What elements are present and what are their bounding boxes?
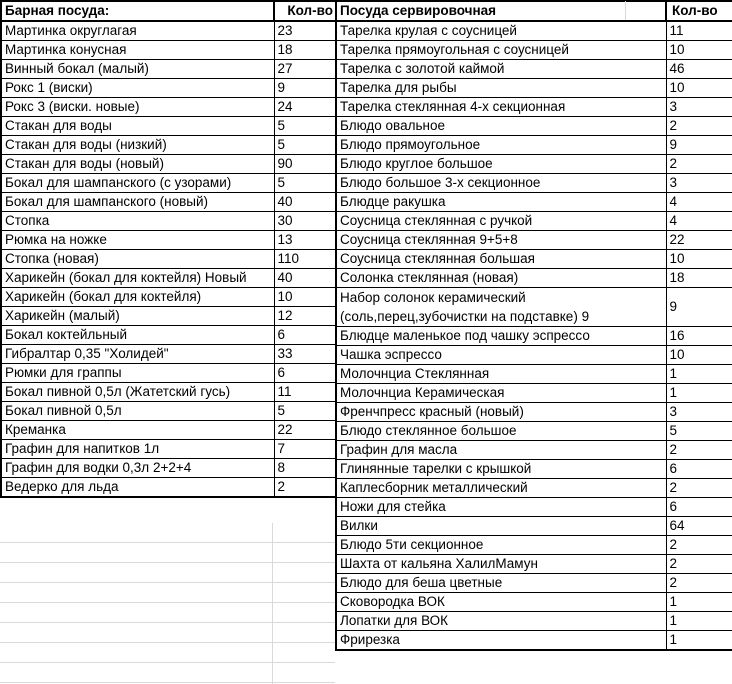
table-row — [1, 478, 337, 498]
item-name-cell[interactable]: Соусница стеклянная большая — [336, 250, 666, 269]
item-qty-cell[interactable]: 10 — [666, 41, 732, 60]
table-row — [336, 21, 732, 41]
table-row — [1, 41, 337, 60]
item-name-cell[interactable]: Тарелка крулая с соусницей — [336, 21, 666, 41]
table-row — [336, 193, 732, 212]
item-name-cell[interactable]: Стопка — [1, 212, 274, 231]
item-name-cell[interactable]: Блюдо круглое большое — [336, 155, 666, 174]
item-name-cell[interactable]: Френчпресс красный (новый) — [336, 403, 666, 422]
table-row — [1, 212, 337, 231]
item-name-cell[interactable]: Харикейн (бокал для коктейля) Новый — [1, 269, 274, 288]
table-row — [1, 79, 337, 98]
table-row — [336, 517, 732, 536]
item-name-cell[interactable]: Стакан для воды (низкий) — [1, 136, 274, 155]
item-name-cell[interactable]: Графин для водки 0,3л 2+2+4 — [1, 459, 274, 478]
item-qty-cell[interactable]: 11 — [274, 383, 337, 402]
item-name-cell[interactable]: Рокс 3 (виски. новые) — [1, 98, 274, 117]
item-qty-cell[interactable]: 6 — [666, 460, 732, 479]
item-qty-cell[interactable]: 1 — [666, 384, 732, 403]
item-qty-cell[interactable]: 90 — [274, 155, 337, 174]
item-name-cell[interactable]: Бокал пивной 0,5л — [1, 402, 274, 421]
item-name-cell[interactable]: Харикейн (бокал для коктейля) — [1, 288, 274, 307]
item-qty-cell[interactable]: 1 — [666, 365, 732, 384]
item-qty-cell[interactable]: 2 — [666, 117, 732, 136]
header-row — [336, 1, 732, 21]
item-qty-cell[interactable]: 46 — [666, 60, 732, 79]
table-row — [336, 231, 732, 250]
item-name-cell[interactable]: Вилки — [336, 517, 666, 536]
table-row — [336, 288, 732, 327]
item-name-cell[interactable]: Бокал для шампанского (с узорами) — [1, 174, 274, 193]
item-name-cell[interactable]: Рюмки для граппы — [1, 364, 274, 383]
item-qty-cell[interactable]: 11 — [666, 21, 732, 41]
item-name-cell[interactable]: Рокс 1 (виски) — [1, 79, 274, 98]
item-qty-cell[interactable]: 5 — [666, 422, 732, 441]
item-qty-cell[interactable]: 40 — [274, 193, 337, 212]
item-name-cell[interactable]: Шахта от кальяна ХалилМамун — [336, 555, 666, 574]
item-qty-cell[interactable]: 22 — [666, 231, 732, 250]
item-name-cell[interactable]: Набор солонок керамический (соль,перец,зубочистки на подставке) 9 — [336, 288, 666, 327]
table-row — [1, 440, 337, 459]
item-qty-cell[interactable]: 5 — [274, 136, 337, 155]
table-row — [336, 612, 732, 631]
table-row — [336, 327, 732, 346]
item-qty-cell[interactable]: 3 — [666, 98, 732, 117]
item-qty-cell[interactable]: 4 — [666, 212, 732, 231]
table-title-header[interactable]: Посуда сервировочная — [336, 1, 666, 21]
item-name-cell[interactable]: Фрирезка — [336, 631, 666, 651]
item-name-cell[interactable]: Блюдо прямоугольное — [336, 136, 666, 155]
table-row — [1, 136, 337, 155]
table-row — [336, 593, 732, 612]
table-row — [336, 574, 732, 593]
item-name-cell[interactable]: Блюдо стеклянное большое — [336, 422, 666, 441]
table-row — [1, 60, 337, 79]
table-row — [1, 421, 337, 440]
item-name-cell[interactable]: Гибралтар 0,35 "Холидей" — [1, 345, 274, 364]
item-name-cell[interactable]: Блюдо 5ти секционное — [336, 536, 666, 555]
item-qty-cell[interactable]: 18 — [274, 41, 337, 60]
item-qty-cell[interactable]: 64 — [666, 517, 732, 536]
item-name-cell[interactable]: Блюдо для беша цветные — [336, 574, 666, 593]
item-name-cell[interactable]: Бокал коктейльный — [1, 326, 274, 345]
table-row — [1, 98, 337, 117]
item-qty-cell[interactable]: 18 — [666, 269, 732, 288]
item-name-cell[interactable]: Графин для напитков 1л — [1, 440, 274, 459]
item-qty-cell[interactable]: 10 — [666, 346, 732, 365]
item-name-cell[interactable]: Стакан для воды — [1, 117, 274, 136]
table-row — [336, 155, 732, 174]
item-name-cell[interactable]: Бокал для шампанского (новый) — [1, 193, 274, 212]
table-row — [336, 555, 732, 574]
item-name-cell[interactable]: Креманка — [1, 421, 274, 440]
table-row — [336, 60, 732, 79]
table-row — [336, 498, 732, 517]
item-qty-cell[interactable]: 2 — [666, 479, 732, 498]
table-row — [336, 41, 732, 60]
item-name-cell[interactable]: Чашка эспрессо — [336, 346, 666, 365]
table-row — [336, 136, 732, 155]
header-gridline — [625, 1, 626, 20]
table-row — [336, 117, 732, 136]
item-name-cell[interactable]: Блюдо овальное — [336, 117, 666, 136]
table-title-header[interactable]: Барная посуда: — [1, 1, 274, 21]
item-qty-cell[interactable]: 6 — [274, 364, 337, 383]
item-name-cell[interactable]: Ножи для стейка — [336, 498, 666, 517]
table-row — [1, 307, 337, 326]
item-qty-cell[interactable]: 10 — [666, 79, 732, 98]
empty-cells-area[interactable] — [0, 523, 335, 684]
table-row — [336, 212, 732, 231]
item-qty-cell[interactable]: 3 — [666, 174, 732, 193]
qty-column-header[interactable]: Кол-во — [274, 1, 337, 21]
item-qty-cell[interactable]: 2 — [666, 536, 732, 555]
serving-dishware-table — [335, 0, 732, 651]
item-qty-cell[interactable]: 22 — [274, 421, 337, 440]
item-qty-cell[interactable]: 9 — [666, 136, 732, 155]
table-row — [336, 98, 732, 117]
item-qty-cell[interactable]: 2 — [666, 155, 732, 174]
table-row — [1, 288, 337, 307]
table-row — [336, 365, 732, 384]
table-row — [1, 250, 337, 269]
item-name-cell[interactable]: Сковородка ВОК — [336, 593, 666, 612]
item-qty-cell[interactable]: 13 — [274, 231, 337, 250]
table-row — [1, 21, 337, 41]
item-name-cell[interactable]: Харикейн (малый) — [1, 307, 274, 326]
item-qty-cell[interactable]: 6 — [666, 498, 732, 517]
header-row — [1, 1, 337, 21]
item-qty-cell[interactable]: 1 — [666, 631, 732, 651]
item-name-cell[interactable]: Тарелка стеклянная 4-х секционная — [336, 98, 666, 117]
column-gridline — [272, 523, 273, 684]
table-row — [336, 269, 732, 288]
item-qty-cell[interactable]: 3 — [666, 403, 732, 422]
table-row — [1, 459, 337, 478]
table-row — [1, 345, 337, 364]
item-name-cell[interactable]: Ведерко для льда — [1, 478, 274, 498]
item-name-cell[interactable]: Каплесборник металлический — [336, 479, 666, 498]
table-row — [336, 403, 732, 422]
item-name-cell[interactable]: Блюдо большое 3-х секционное — [336, 174, 666, 193]
table-row — [336, 174, 732, 193]
item-qty-cell[interactable]: 9 — [274, 79, 337, 98]
item-name-cell[interactable]: Тарелка прямоугольная с соусницей — [336, 41, 666, 60]
table-row — [336, 346, 732, 365]
qty-column-header[interactable]: Кол-во — [666, 1, 732, 21]
item-name-cell[interactable]: Солонка стеклянная (новая) — [336, 269, 666, 288]
item-qty-cell[interactable]: 2 — [666, 441, 732, 460]
item-qty-cell[interactable]: 12 — [274, 307, 337, 326]
item-qty-cell[interactable]: 23 — [274, 21, 337, 41]
item-qty-cell[interactable]: 1 — [666, 612, 732, 631]
table-row — [1, 364, 337, 383]
table-row — [336, 631, 732, 651]
item-name-cell[interactable]: Графин для масла — [336, 441, 666, 460]
item-qty-cell[interactable]: 5 — [274, 117, 337, 136]
item-qty-cell[interactable]: 7 — [274, 440, 337, 459]
table-row — [336, 441, 732, 460]
table-row — [1, 117, 337, 136]
item-name-cell[interactable]: Мартинка округлагая — [1, 21, 274, 41]
item-name-cell[interactable]: Рюмка на ножке — [1, 231, 274, 250]
item-name-cell[interactable]: Бокал пивной 0,5л (Жатетский гусь) — [1, 383, 274, 402]
item-qty-cell[interactable]: 8 — [274, 459, 337, 478]
item-name-cell[interactable]: Глинянные тарелки с крышкой — [336, 460, 666, 479]
item-name-cell[interactable]: Блюдце маленькое под чашку эспрессо — [336, 327, 666, 346]
table-row — [1, 402, 337, 421]
item-name-cell[interactable]: Молочнциа Керамическая — [336, 384, 666, 403]
item-qty-cell[interactable]: 4 — [666, 193, 732, 212]
item-qty-cell[interactable]: 6 — [274, 326, 337, 345]
item-name-cell[interactable]: Тарелка с золотой каймой — [336, 60, 666, 79]
item-name-cell[interactable]: Молочнциа Стеклянная — [336, 365, 666, 384]
item-name-cell[interactable]: Соусница стеклянная с ручкой — [336, 212, 666, 231]
item-qty-cell[interactable]: 5 — [274, 174, 337, 193]
item-qty-cell[interactable]: 16 — [666, 327, 732, 346]
item-qty-cell[interactable]: 27 — [274, 60, 337, 79]
table-row — [336, 479, 732, 498]
item-name-cell[interactable]: Соусница стеклянная 9+5+8 — [336, 231, 666, 250]
table-row — [336, 79, 732, 98]
item-qty-cell[interactable]: 40 — [274, 269, 337, 288]
item-qty-cell[interactable]: 110 — [274, 250, 337, 269]
item-qty-cell[interactable]: 24 — [274, 98, 337, 117]
item-qty-cell[interactable]: 10 — [666, 250, 732, 269]
item-qty-cell[interactable]: 30 — [274, 212, 337, 231]
table-row — [336, 250, 732, 269]
item-name-cell[interactable]: Блюдце ракушка — [336, 193, 666, 212]
item-name-cell[interactable]: Лопатки для ВОК — [336, 612, 666, 631]
table-row — [1, 383, 337, 402]
item-name-cell[interactable]: Мартинка конусная — [1, 41, 274, 60]
item-qty-cell[interactable]: 5 — [274, 402, 337, 421]
table-row — [1, 269, 337, 288]
table-row — [1, 174, 337, 193]
table-row — [336, 384, 732, 403]
item-qty-cell[interactable]: 2 — [274, 478, 337, 498]
item-qty-cell[interactable]: 9 — [666, 288, 732, 327]
item-name-cell[interactable]: Винный бокал (малый) — [1, 60, 274, 79]
item-name-cell[interactable]: Стакан для воды (новый) — [1, 155, 274, 174]
table-row — [336, 422, 732, 441]
item-qty-cell[interactable]: 33 — [274, 345, 337, 364]
table-row — [1, 193, 337, 212]
table-row — [1, 326, 337, 345]
table-row — [1, 155, 337, 174]
item-qty-cell[interactable]: 10 — [274, 288, 337, 307]
table-row — [336, 460, 732, 479]
item-qty-cell[interactable]: 2 — [666, 555, 732, 574]
item-name-cell[interactable]: Тарелка для рыбы — [336, 79, 666, 98]
bar-dishware-table — [0, 0, 338, 498]
item-qty-cell[interactable]: 2 — [666, 574, 732, 593]
table-row — [1, 231, 337, 250]
item-qty-cell[interactable]: 1 — [666, 593, 732, 612]
item-name-cell[interactable]: Стопка (новая) — [1, 250, 274, 269]
table-row — [336, 536, 732, 555]
